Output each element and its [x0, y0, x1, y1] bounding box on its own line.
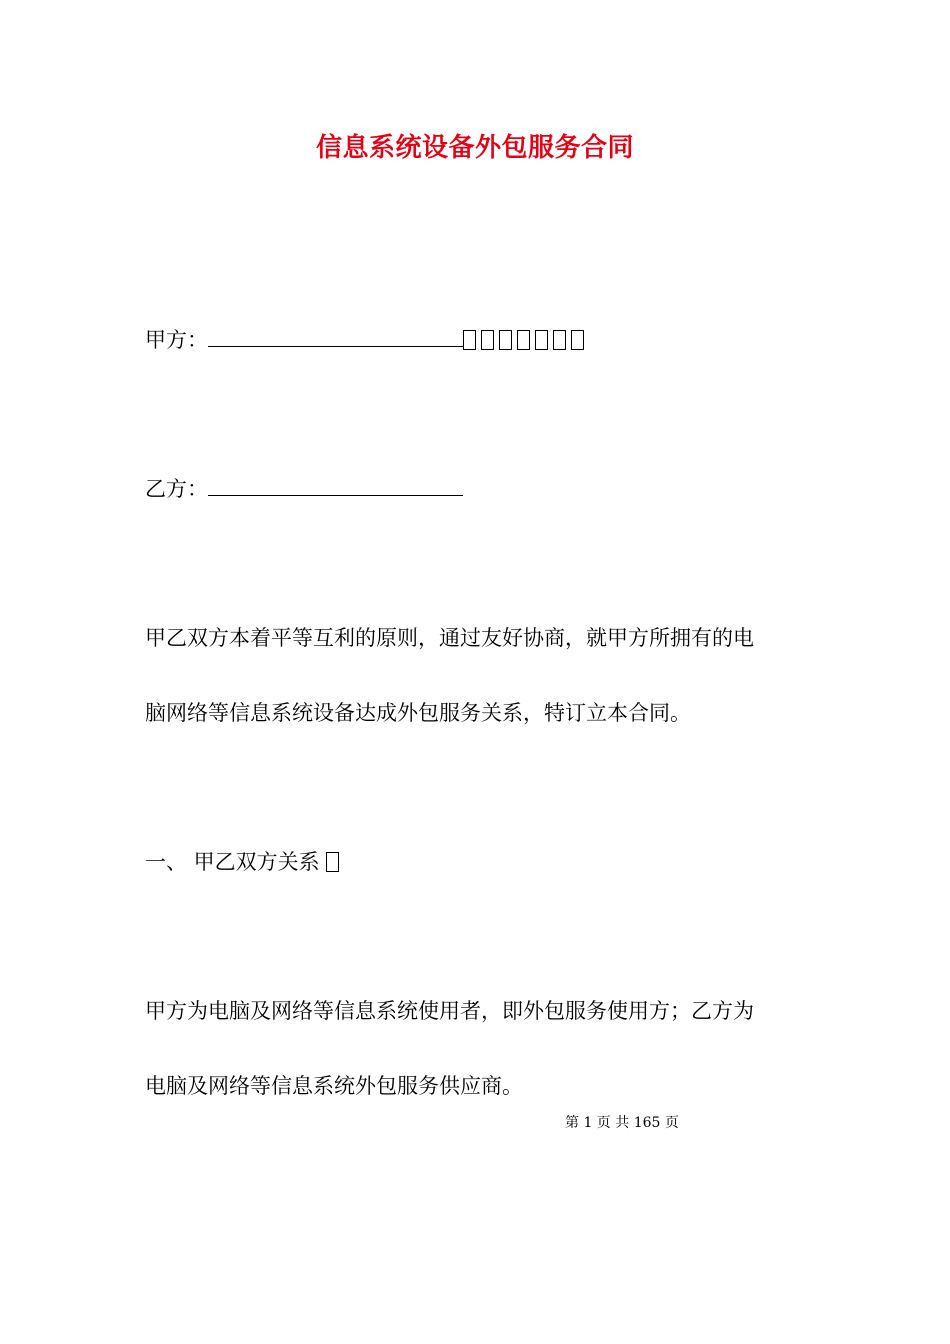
party-b-label: 乙方：: [145, 477, 208, 501]
section-1-line-2: 电脑及网络等信息系统外包服务供应商。: [145, 1074, 523, 1098]
party-a-missing-glyphs: [463, 328, 589, 352]
party-a-line: [145, 325, 589, 355]
party-b-line: [145, 474, 463, 504]
section-1-heading-text: 一、 甲乙双方关系: [145, 850, 327, 874]
page-footer: 第 1 页 共 165 页: [565, 1115, 679, 1131]
missing-glyph-box: [326, 852, 339, 872]
party-a-label: 甲方：: [145, 328, 208, 352]
section-1-line-1: 甲方为电脑及网络等信息系统使用者，即外包服务使用方；乙方为: [145, 999, 754, 1023]
document-title: 信息系统设备外包服务合同: [315, 133, 634, 163]
intro-line-1: 甲乙双方本着平等互利的原则，通过友好协商，就甲方所拥有的电: [145, 626, 754, 650]
intro-line-2: 脑网络等信息系统设备达成外包服务关系，特订立本合同。: [145, 701, 691, 725]
party-b-blank: [208, 475, 463, 496]
party-a-blank: [208, 326, 463, 347]
section-1-heading: [145, 847, 344, 877]
